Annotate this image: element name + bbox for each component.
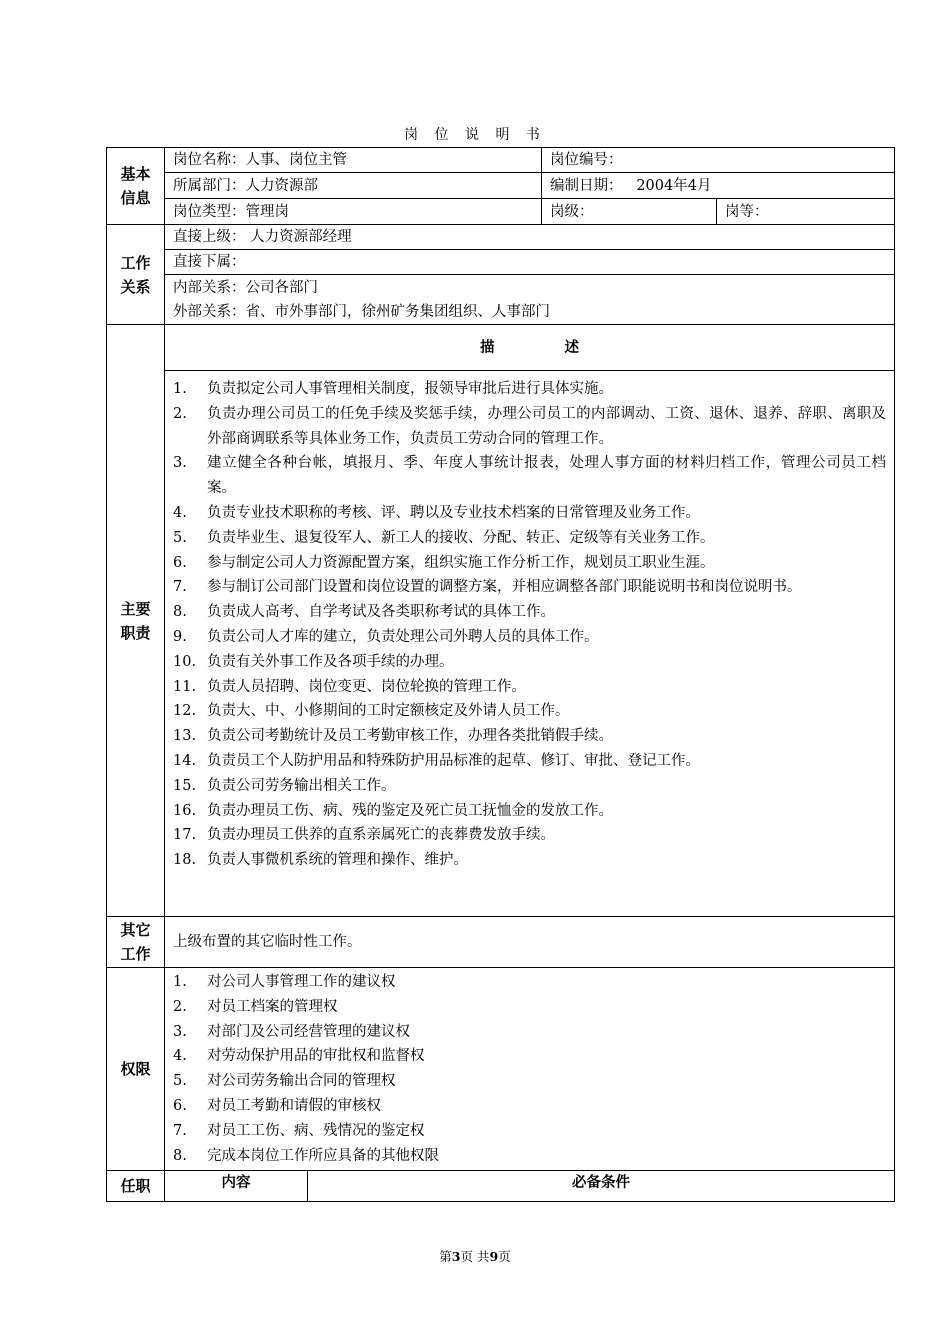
- duty-item: [173, 575, 886, 600]
- duty-item-number: 18.: [173, 852, 197, 869]
- internal-relations: 内部关系：公司各部门: [173, 279, 318, 296]
- compile-date-field: 编制日期： 2004年4月: [542, 173, 895, 199]
- duties-list: [173, 371, 886, 893]
- description-header: 描 述: [165, 325, 895, 371]
- department-field: 所属部门：人力资源部: [165, 173, 542, 199]
- duty-item-text: 负责办理员工伤、病、残的鉴定及死亡员工抚恤金的发放工作。: [207, 802, 613, 819]
- duty-item-text: 参与制订公司部门设置和岗位设置的调整方案，并相应调整各部门职能说明书和岗位说明书。: [207, 579, 802, 596]
- section-basic-info: 基本 信息: [107, 148, 165, 225]
- other-work-text: 上级布置的其它临时性工作。: [165, 917, 895, 968]
- authority-item: [173, 1044, 886, 1069]
- authority-item: [173, 995, 886, 1020]
- duty-item: [173, 600, 886, 625]
- duty-item: [173, 402, 886, 452]
- authority-item-number: 6.: [173, 1097, 187, 1114]
- duty-item: [173, 551, 886, 576]
- authority-item: [173, 1119, 886, 1144]
- duty-item-text: 负责有关外事工作及各项手续的办理。: [207, 653, 454, 670]
- duty-item-text: 负责毕业生、退复役军人、新工人的接收、分配、转正、定级等有关业务工作。: [207, 529, 715, 546]
- duty-item-text: 负责大、中、小修期间的工时定额核定及外请人员工作。: [207, 703, 570, 720]
- authority-item-number: 7.: [173, 1122, 187, 1139]
- duty-item: [173, 675, 886, 700]
- duty-item-number: 8.: [173, 604, 187, 621]
- authority-item-number: 1.: [173, 974, 187, 990]
- duty-item-text: 负责办理员工供养的直系亲属死亡的丧葬费发放手续。: [207, 827, 555, 844]
- section-work-relations: 工作 关系: [107, 225, 165, 325]
- section-other-work: 其它 工作: [107, 917, 165, 968]
- duty-item-text: 负责员工个人防护用品和特殊防护用品标准的起草、修订、审批、登记工作。: [207, 752, 700, 769]
- duty-item: [173, 823, 886, 848]
- authority-item-number: 8.: [173, 1147, 187, 1164]
- job-description-table: [106, 147, 895, 1202]
- authority-item: [173, 970, 886, 995]
- duty-item-text: 负责专业技术职称的考核、评、聘以及专业技术档案的日常管理及业务工作。: [207, 504, 700, 521]
- authority-item-number: 5.: [173, 1073, 187, 1090]
- duty-item-number: 17.: [173, 827, 197, 844]
- duty-item-number: 13.: [173, 728, 197, 745]
- section-main-duties: 主要 职责: [107, 325, 165, 917]
- duty-item: [173, 377, 886, 402]
- authority-item: [173, 1144, 886, 1169]
- authority-item-text: 对员工工伤、病、残情况的鉴定权: [207, 1122, 425, 1139]
- post-grade-field: 岗级：: [542, 199, 717, 225]
- duty-item: [173, 699, 886, 724]
- authority-item-text: 对员工考勤和请假的审核权: [207, 1097, 381, 1114]
- post-level-field: 岗等：: [717, 199, 895, 225]
- duty-item: [173, 501, 886, 526]
- duty-item: [173, 724, 886, 749]
- duty-item-number: 6.: [173, 554, 187, 571]
- section-qualification: 任职: [107, 1171, 165, 1202]
- authority-item-number: 2.: [173, 998, 187, 1015]
- duty-item-number: 2.: [173, 405, 187, 422]
- duty-item-number: 7.: [173, 579, 187, 596]
- authority-item-text: 对部门及公司经营管理的建议权: [207, 1023, 410, 1040]
- duty-item-number: 5.: [173, 529, 187, 546]
- direct-subordinate-field: 直接下属：: [165, 250, 895, 275]
- total-pages: 9: [489, 1249, 499, 1264]
- external-relations: 外部关系：省、市外事部门，徐州矿务集团组织、人事部门: [173, 303, 550, 320]
- post-type-field: 岗位类型：管理岗: [165, 199, 542, 225]
- duty-item-text: 负责拟定公司人事管理相关制度，报领导审批后进行具体实施。: [207, 381, 613, 397]
- duty-item-number: 16.: [173, 802, 197, 819]
- authority-item: [173, 1094, 886, 1119]
- duty-item: [173, 774, 886, 799]
- duty-item-number: 4.: [173, 504, 187, 521]
- authority-list: [173, 968, 886, 1170]
- authority-item: [173, 1069, 886, 1094]
- section-authority: 权限: [107, 968, 165, 1171]
- duty-item: [173, 848, 886, 873]
- document-title: 岗 位 说 明 书: [404, 127, 546, 143]
- authority-item-text: 对员工档案的管理权: [207, 998, 338, 1015]
- current-page: 3: [451, 1249, 461, 1264]
- relations-internal-external: [165, 275, 895, 325]
- authority-item-number: 3.: [173, 1023, 187, 1040]
- authority-item-text: 对劳动保护用品的审批权和监督权: [207, 1048, 425, 1065]
- duty-item-text: 负责人事微机系统的管理和操作、维护。: [207, 852, 468, 869]
- duty-item-number: 10.: [173, 653, 197, 670]
- authority-item-text: 对公司劳务输出合同的管理权: [207, 1073, 396, 1090]
- duty-item-text: 负责成人高考、自学考试及各类职称考试的具体工作。: [207, 604, 555, 621]
- page-footer: 第3页 共9页: [439, 1249, 511, 1264]
- duty-item: [173, 650, 886, 675]
- duty-item-number: 11.: [173, 678, 197, 695]
- authority-item-text: 对公司人事管理工作的建议权: [207, 974, 396, 990]
- qualification-requirements-header: 必备条件: [308, 1171, 895, 1202]
- duties-list-cell: [165, 371, 895, 917]
- qualification-content-header: 内容: [165, 1171, 308, 1202]
- duty-item-text: 参与制定公司人力资源配置方案，组织实施工作分析工作，规划员工职业生涯。: [207, 554, 715, 571]
- duty-item-number: 15.: [173, 777, 197, 794]
- post-name-field: 岗位名称：人事、岗位主管: [165, 148, 542, 173]
- duty-item: [173, 451, 886, 501]
- duty-item-number: 1.: [173, 381, 187, 397]
- duty-item: [173, 526, 886, 551]
- duty-item-number: 12.: [173, 703, 197, 720]
- duty-item-number: 9.: [173, 628, 187, 645]
- direct-superior-field: 直接上级： 人力资源部经理: [165, 225, 895, 250]
- duty-item-number: 3.: [173, 455, 187, 472]
- authority-item-number: 4.: [173, 1048, 187, 1065]
- duty-item-text: 负责公司人才库的建立，负责处理公司外聘人员的具体工作。: [207, 628, 599, 645]
- post-number-field: 岗位编号：: [542, 148, 895, 173]
- duty-item: [173, 625, 886, 650]
- duty-item-text: 负责办理公司员工的任免手续及奖惩手续，办理公司员工的内部调动、工资、退休、退养、辞职、离职及外部商调联系等具体业务工作，负责员工劳动合同的管理工作。: [207, 405, 886, 447]
- duty-item-text: 负责公司劳务输出相关工作。: [207, 777, 396, 794]
- duty-item: [173, 799, 886, 824]
- authority-item-text: 完成本岗位工作所应具备的其他权限: [207, 1147, 439, 1164]
- authority-item: [173, 1020, 886, 1045]
- authority-list-cell: [165, 968, 895, 1171]
- duty-item-text: 负责人员招聘、岗位变更、岗位轮换的管理工作。: [207, 678, 526, 695]
- duty-item-number: 14.: [173, 752, 197, 769]
- duty-item-text: 负责公司考勤统计及员工考勤审核工作，办理各类批销假手续。: [207, 728, 613, 745]
- duty-item: [173, 749, 886, 774]
- duty-item-text: 建立健全各种台帐，填报月、季、年度人事统计报表，处理人事方面的材料归档工作，管理公司员工档案。: [207, 455, 886, 497]
